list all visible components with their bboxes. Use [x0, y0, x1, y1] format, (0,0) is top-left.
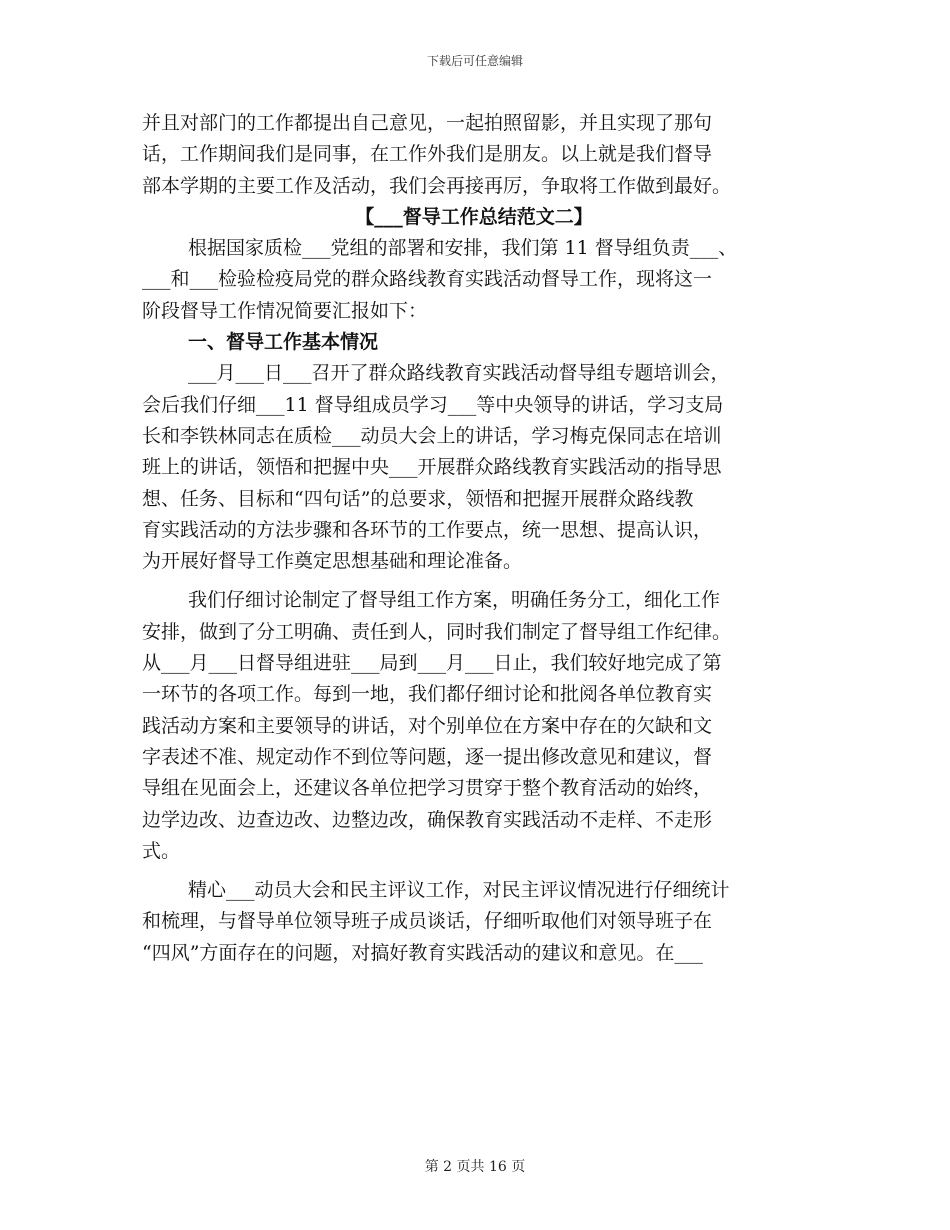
section-heading: 一、督导工作基本情况	[188, 331, 379, 354]
paragraph-line: 边学边改、边查边改、边整边改，确保教育实践活动不走样、不走形	[142, 808, 713, 831]
paragraph-line: 班上的讲话，领悟和把握中央___开展群众路线教育实践活动的指导思	[142, 456, 722, 479]
paragraph-line: 和梳理，与督导单位领导班子成员谈话，仔细听取他们对领导班子在	[142, 910, 713, 933]
page-header: 下载后可任意编辑	[426, 54, 523, 68]
paragraph-line: 践活动方案和主要领导的讲话，对个别单位在方案中存在的欠缺和文	[142, 714, 713, 737]
paragraph-line: 从___月___日督导组进驻___局到___月___日止，我们较好地完成了第	[142, 652, 722, 675]
page-footer: 第 2 页共 16 页	[424, 1159, 526, 1175]
paragraph-line: 为开展好督导工作奠定思想基础和理论准备。	[142, 550, 523, 573]
paragraph-line: 精心___动员大会和民主评议工作，对民主评议情况进行仔细统计	[188, 879, 730, 902]
paragraph-line: 一环节的各项工作。每到一地，我们都仔细讨论和批阅各单位教育实	[142, 683, 713, 706]
paragraph-line: 阶段督导工作情况简要汇报如下：	[142, 299, 428, 322]
paragraph-line: 话，工作期间我们是同事，在工作外我们是朋友。以上就是我们督导	[142, 143, 713, 166]
paragraph-line: 会后我们仔细___11 督导组成员学习___等中央领导的讲话，学习支局	[142, 393, 724, 416]
paragraph-line: 育实践活动的方法步骤和各环节的工作要点，统一思想、提高认识，	[142, 518, 713, 541]
paragraph-line: 根据国家质检___党组的部署和安排，我们第 11 督导组负责___、	[188, 237, 738, 260]
paragraph-line: 部本学期的主要工作及活动，我们会再接再厉，争取将工作做到最好。	[142, 174, 732, 197]
paragraph-line: 导组在见面会上，还建议各单位把学习贯穿于整个教育活动的始终，	[142, 777, 713, 800]
paragraph-line: 安排，做到了分工明确、责任到人，同时我们制定了督导组工作纪律。	[142, 620, 732, 643]
section-title: 【___督导工作总结范文二】	[355, 205, 593, 228]
paragraph-gap	[142, 867, 806, 875]
paragraph-line: 式。	[142, 839, 181, 862]
paragraph-line: “四风”方面存在的问题，对搞好教育实践活动的建议和意见。在___	[142, 941, 703, 964]
paragraph-line: 想、任务、目标和“四句话”的总要求，领悟和把握开展群众路线教	[142, 487, 694, 510]
paragraph-line: ___和___检验检疫局党的群众路线教育实践活动督导工作，现将这一	[142, 268, 713, 291]
paragraph-line: 字表述不准、规定动作不到位等问题，逐一提出修改意见和建议，督	[142, 745, 713, 768]
paragraph-line: 长和李铁林同志在质检___动员大会上的讲话，学习梅克保同志在培训	[142, 424, 722, 447]
paragraph-line: 我们仔细讨论制定了督导组工作方案，明确任务分工，细化工作	[188, 589, 721, 612]
document-body	[142, 108, 806, 969]
paragraph-line: ___月___日___召开了群众路线教育实践活动督导组专题培训会，	[188, 362, 730, 385]
paragraph-line: 并且对部门的工作都提出自己意见，一起拍照留影，并且实现了那句	[142, 112, 713, 134]
paragraph-gap	[142, 577, 806, 585]
